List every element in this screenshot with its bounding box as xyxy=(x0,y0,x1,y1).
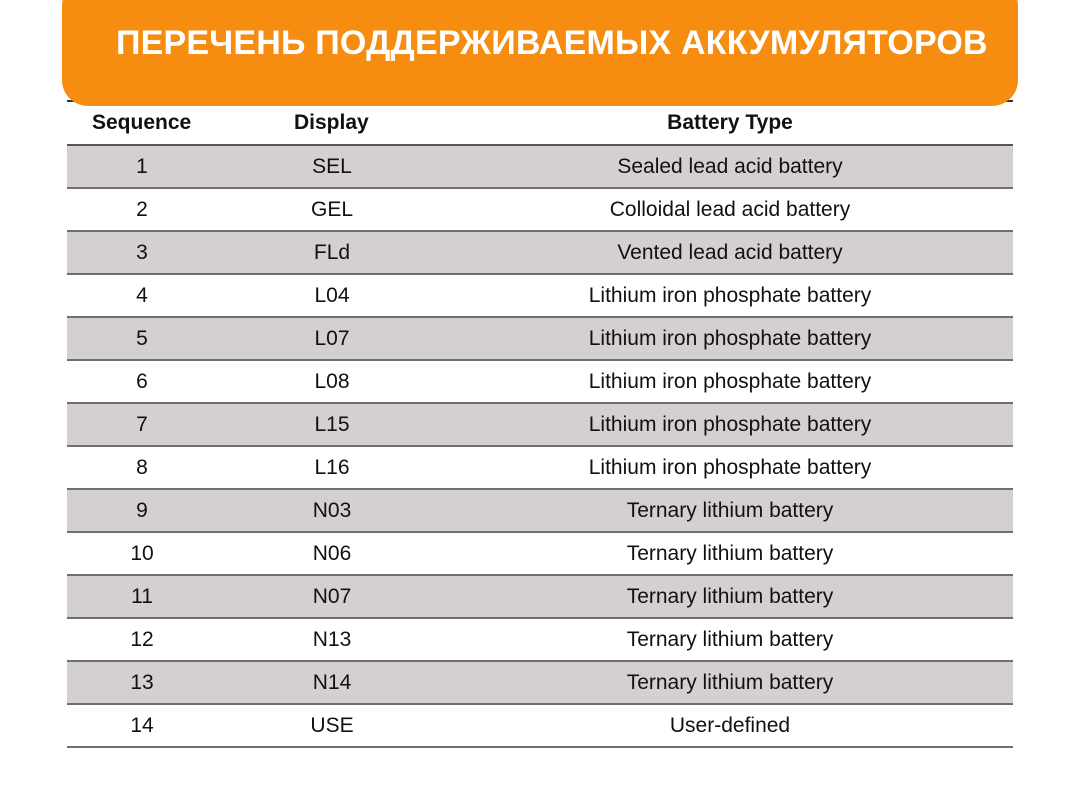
cell-battery-type: Lithium iron phosphate battery xyxy=(447,274,1013,317)
cell-sequence: 2 xyxy=(67,188,217,231)
cell-display: N13 xyxy=(217,618,447,661)
cell-sequence: 5 xyxy=(67,317,217,360)
page-title: ПЕРЕЧЕНЬ ПОДДЕРЖИВАЕМЫХ АККУМУЛЯТОРОВ xyxy=(116,24,988,62)
cell-display: L08 xyxy=(217,360,447,403)
cell-display: GEL xyxy=(217,188,447,231)
cell-sequence: 10 xyxy=(67,532,217,575)
cell-battery-type: Colloidal lead acid battery xyxy=(447,188,1013,231)
cell-battery-type: Sealed lead acid battery xyxy=(447,145,1013,188)
cell-display: L04 xyxy=(217,274,447,317)
cell-sequence: 6 xyxy=(67,360,217,403)
table-header-row xyxy=(67,102,1013,145)
table-row xyxy=(67,446,1013,489)
cell-sequence: 8 xyxy=(67,446,217,489)
table-row xyxy=(67,575,1013,618)
table-row xyxy=(67,188,1013,231)
cell-battery-type: Ternary lithium battery xyxy=(447,489,1013,532)
cell-display: SEL xyxy=(217,145,447,188)
cell-battery-type: User-defined xyxy=(447,704,1013,747)
cell-sequence: 3 xyxy=(67,231,217,274)
cell-battery-type: Ternary lithium battery xyxy=(447,575,1013,618)
cell-display: L16 xyxy=(217,446,447,489)
table-row xyxy=(67,145,1013,188)
cell-sequence: 7 xyxy=(67,403,217,446)
cell-sequence: 12 xyxy=(67,618,217,661)
cell-battery-type: Lithium iron phosphate battery xyxy=(447,446,1013,489)
table-row xyxy=(67,231,1013,274)
column-header-battery-type: Battery Type xyxy=(447,102,1013,145)
column-header-display: Display xyxy=(217,102,447,145)
table-row xyxy=(67,532,1013,575)
cell-display: L15 xyxy=(217,403,447,446)
cell-battery-type: Vented lead acid battery xyxy=(447,231,1013,274)
cell-display: N03 xyxy=(217,489,447,532)
table-row xyxy=(67,704,1013,747)
cell-display: FLd xyxy=(217,231,447,274)
column-header-sequence: Sequence xyxy=(67,102,217,145)
table-row xyxy=(67,317,1013,360)
cell-sequence: 1 xyxy=(67,145,217,188)
table-row xyxy=(67,489,1013,532)
cell-battery-type: Ternary lithium battery xyxy=(447,661,1013,704)
cell-sequence: 4 xyxy=(67,274,217,317)
cell-battery-type: Lithium iron phosphate battery xyxy=(447,360,1013,403)
table-row xyxy=(67,360,1013,403)
cell-battery-type: Lithium iron phosphate battery xyxy=(447,403,1013,446)
cell-sequence: 14 xyxy=(67,704,217,747)
cell-sequence: 13 xyxy=(67,661,217,704)
cell-display: USE xyxy=(217,704,447,747)
cell-display: N07 xyxy=(217,575,447,618)
cell-sequence: 11 xyxy=(67,575,217,618)
table-row xyxy=(67,661,1013,704)
table-row xyxy=(67,618,1013,661)
cell-sequence: 9 xyxy=(67,489,217,532)
cell-battery-type: Ternary lithium battery xyxy=(447,532,1013,575)
cell-battery-type: Ternary lithium battery xyxy=(447,618,1013,661)
title-banner xyxy=(62,0,1018,106)
battery-types-table xyxy=(67,102,1013,748)
cell-display: L07 xyxy=(217,317,447,360)
cell-display: N06 xyxy=(217,532,447,575)
cell-display: N14 xyxy=(217,661,447,704)
table-row xyxy=(67,403,1013,446)
table-row xyxy=(67,274,1013,317)
cell-battery-type: Lithium iron phosphate battery xyxy=(447,317,1013,360)
